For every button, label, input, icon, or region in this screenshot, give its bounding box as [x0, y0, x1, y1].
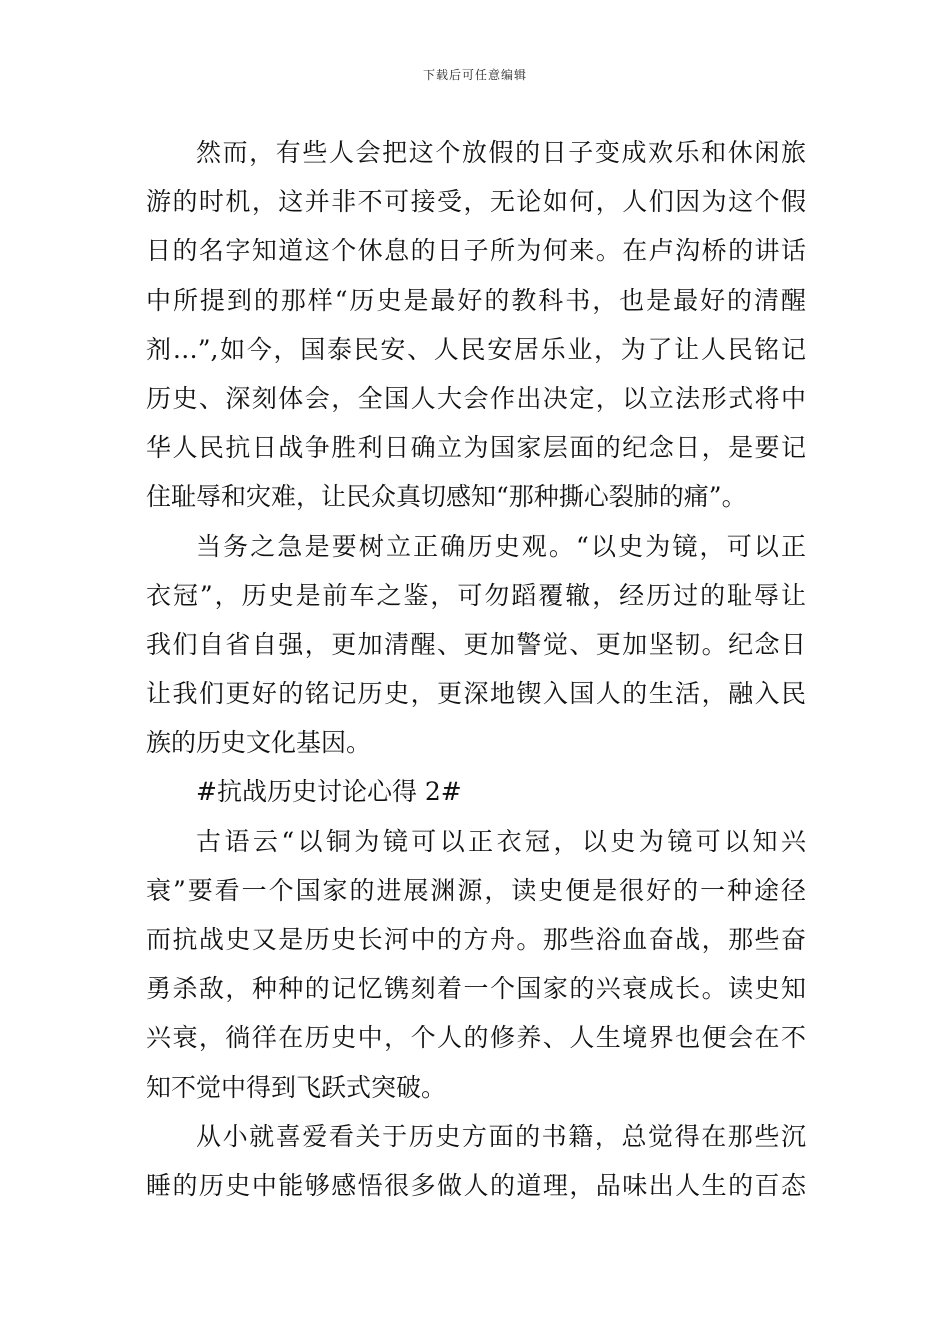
text-line: 衣冠”，历史是前车之鉴，可勿蹈覆辙，经历过的耻辱让: [146, 580, 806, 610]
text-line: 兴衰，徜徉在历史中，个人的修养、人生境界也便会在不: [146, 1023, 806, 1053]
text-line: 古语云“以铜为镜可以正衣冠，以史为镜可以知兴: [196, 826, 806, 856]
text-line: 游的时机，这并非不可接受，无论如何，人们因为这个假: [146, 187, 806, 217]
text-line: 日的名字知道这个休息的日子所为何来。在卢沟桥的讲话: [146, 236, 806, 266]
text-line: 然而，有些人会把这个放假的日子变成欢乐和休闲旅: [196, 138, 806, 167]
text-line: 住耻辱和灾难，让民众真切感知“那种撕心裂肺的痛”。: [146, 482, 747, 512]
text-line: 睡的历史中能够感悟很多做人的道理，品味出人生的百态: [146, 1170, 806, 1200]
text-line: 勇杀敌，种种的记忆镌刻着一个国家的兴衰成长。读史知: [146, 974, 806, 1004]
text-line: 而抗战史又是历史长河中的方舟。那些浴血奋战，那些奋: [146, 925, 806, 954]
text-line: 让我们更好的铭记历史，更深地锲入国人的生活，融入民: [146, 679, 806, 709]
page-header: 下载后可任意编辑: [422, 68, 527, 82]
text-line: 从小就喜爱看关于历史方面的书籍，总觉得在那些沉: [196, 1121, 806, 1151]
text-line: 当务之急是要树立正确历史观。“以史为镜，可以正: [196, 531, 806, 561]
text-line: 华人民抗日战争胜利日确立为国家层面的纪念日，是要记: [146, 433, 806, 463]
text-line: 族的历史文化基因。: [146, 728, 372, 758]
text-line: 衰”要看一个国家的进展渊源，读史便是很好的一种途径: [146, 875, 806, 905]
text-line: 历史、深刻体会，全国人大会作出决定，以立法形式将中: [146, 383, 806, 413]
text-line: 剂…”,如今，国泰民安、人民安居乐业，为了让人民铭记: [146, 334, 806, 364]
text-line: #抗战历史讨论心得 2#: [196, 777, 462, 807]
text-line: 我们自省自强，更加清醒、更加警觉、更加坚韧。纪念日: [146, 629, 806, 659]
body-text: [146, 128, 806, 1210]
text-line: 中所提到的那样“历史是最好的教科书，也是最好的清醒: [146, 285, 806, 315]
text-line: 知不觉中得到飞跃式突破。: [146, 1072, 447, 1102]
